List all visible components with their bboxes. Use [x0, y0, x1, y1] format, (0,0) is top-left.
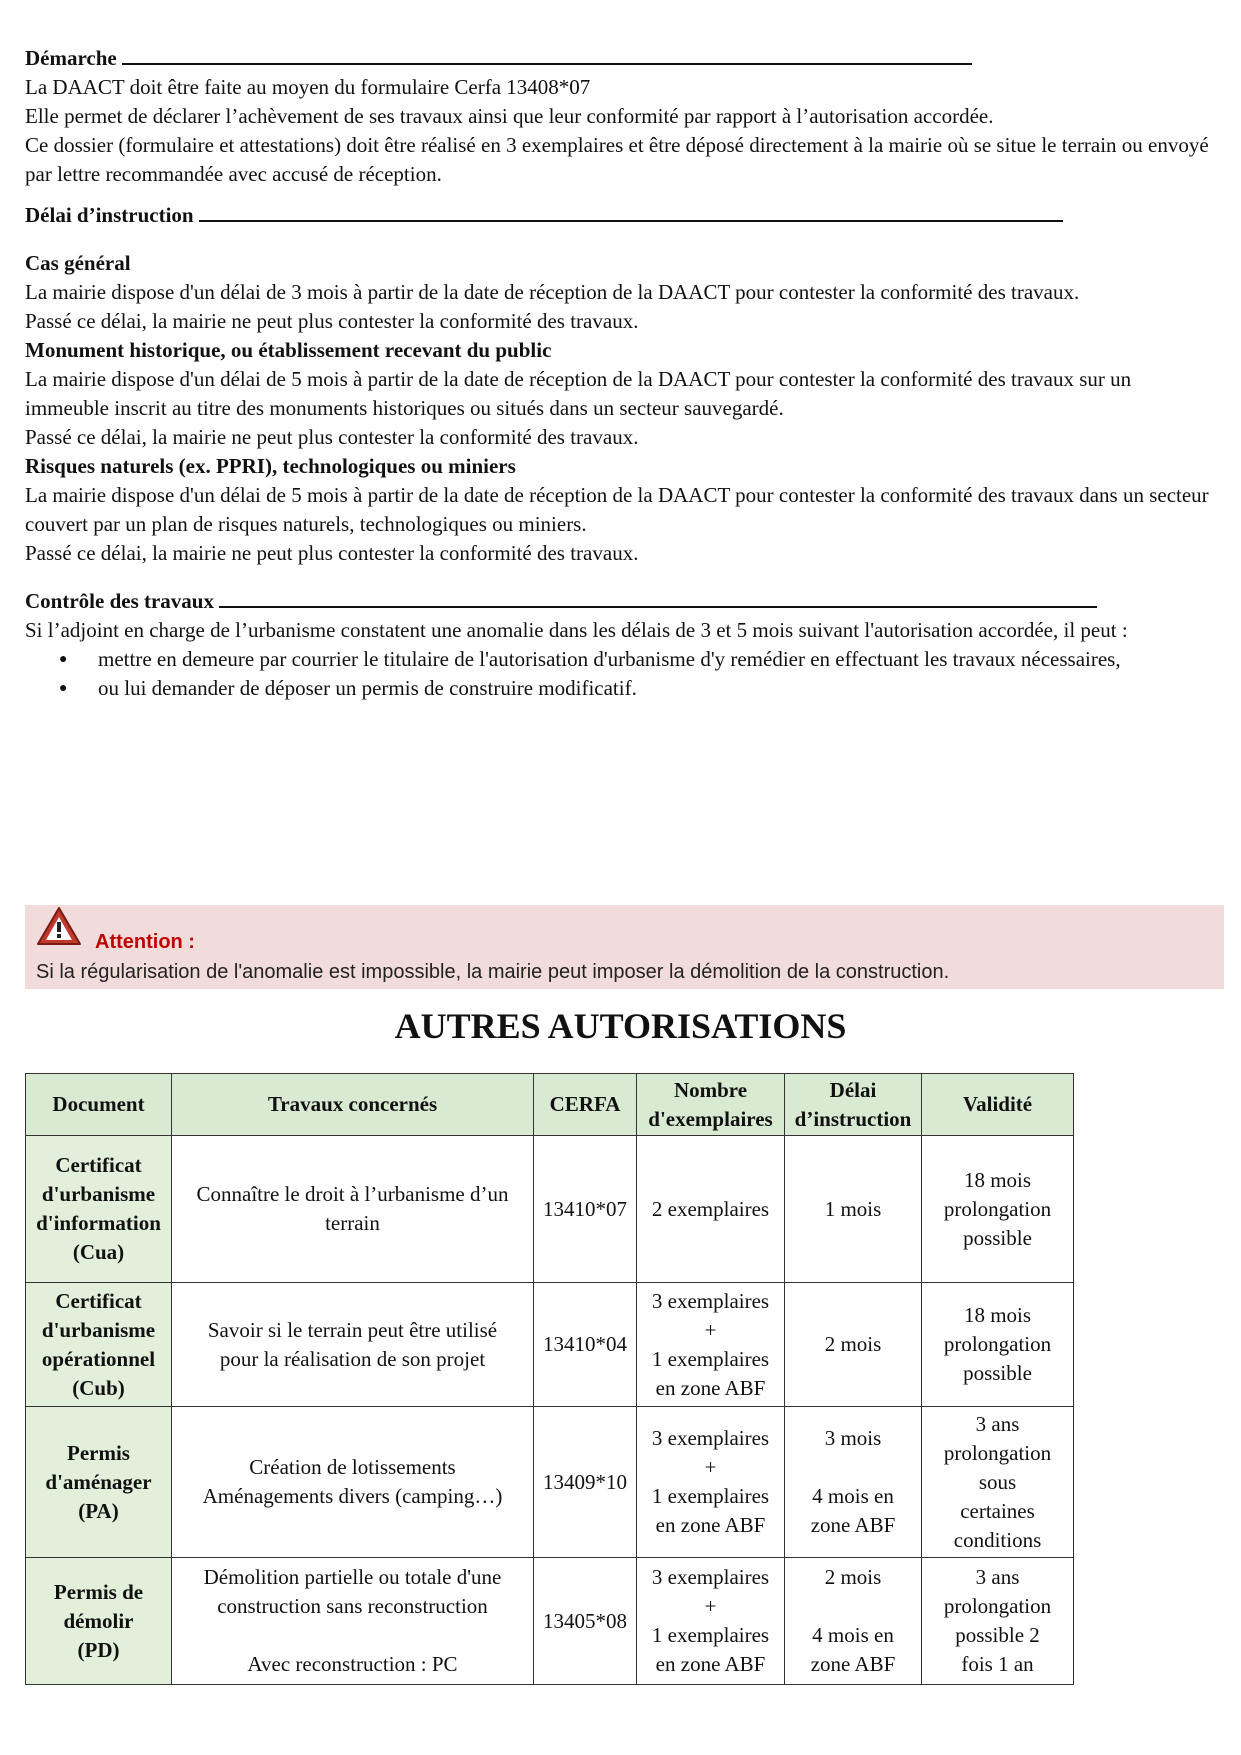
cell-line: Savoir si le terrain peut être utilisé — [207, 1317, 498, 1342]
cell-line: 18 mois — [963, 1303, 1032, 1327]
case-title: Risques naturels (ex. PPRI), technologiques ou miniers — [25, 454, 516, 478]
table-row — [26, 1558, 1074, 1685]
cell-travaux — [172, 1407, 534, 1558]
cell-travaux — [172, 1136, 534, 1283]
cell-line: en zone ABF — [655, 1375, 766, 1400]
header-document: Document — [26, 1074, 172, 1136]
cell-line: démolir — [63, 1608, 134, 1633]
cell-line — [789, 1592, 917, 1621]
cell-line: Avec reconstruction : PC — [247, 1652, 458, 1676]
cell-line: possible — [963, 1225, 1032, 1250]
cell-line: d'urbanisme — [41, 1317, 156, 1342]
table-row — [26, 1136, 1074, 1283]
cell-line — [789, 1453, 917, 1482]
cell-validite — [922, 1407, 1074, 1558]
cell-document — [26, 1558, 172, 1685]
cell-line: 2 mois — [824, 1565, 882, 1589]
case-after: Passé ce délai, la mairie ne peut plus contester la conformité des travaux. — [25, 309, 639, 333]
demarche-heading: Démarche — [25, 44, 1215, 73]
case-after: Passé ce délai, la mairie ne peut plus contester la conformité des travaux. — [25, 541, 639, 565]
cell-line: 4 mois en — [812, 1484, 894, 1508]
table-row — [26, 1407, 1074, 1558]
cell-line: 2 mois — [824, 1332, 882, 1356]
cell-line: Aménagements divers (camping…) — [202, 1484, 503, 1508]
cell-line — [176, 1621, 529, 1650]
cell-line: 1 mois — [824, 1196, 882, 1221]
cell-line: 3 exemplaires — [651, 1288, 770, 1313]
list-item: ● ou lui demander de déposer un permis de construire modificatif. — [98, 674, 1215, 703]
cell-line: possible 2 — [955, 1623, 1040, 1647]
cell-line: (PA) — [78, 1498, 119, 1523]
cell-delai — [785, 1283, 922, 1407]
cell-line: Permis de — [53, 1579, 144, 1604]
cell-line: en zone ABF — [655, 1513, 766, 1537]
attention-text: Si la régularisation de l'anomalie est impossible, la mairie peut imposer la démolition de la construction. — [36, 961, 950, 983]
cell-cerfa: 13409*10 — [534, 1407, 637, 1558]
warning-icon — [36, 905, 82, 947]
controle-intro: Si l’adjoint en charge de l’urbanisme constatent une anomalie dans les délais de 3 et 5 mois suivant l'autorisation accordée, il peut : — [25, 618, 1128, 642]
cell-line: 2 exemplaires — [651, 1196, 770, 1221]
cell-validite — [922, 1283, 1074, 1407]
cell-line: Certificat — [55, 1153, 142, 1177]
cell-line: Création de lotissements — [249, 1455, 456, 1479]
header-cerfa: CERFA — [534, 1074, 637, 1136]
cell-delai — [785, 1558, 922, 1685]
cell-line: d'aménager — [45, 1469, 152, 1494]
cell-line: prolongation — [943, 1332, 1052, 1356]
cell-line: certaines — [960, 1498, 1035, 1523]
case-title: Monument historique, ou établissement recevant du public — [25, 338, 552, 362]
cell-line: 1 exemplaires — [651, 1623, 770, 1647]
cell-line: prolongation — [943, 1594, 1052, 1618]
cell-cerfa: 13410*07 — [534, 1136, 637, 1283]
cell-line: Permis — [67, 1440, 130, 1465]
cell-line: possible — [963, 1361, 1032, 1385]
cell-line: conditions — [953, 1527, 1042, 1552]
cell-line: opérationnel — [41, 1346, 156, 1371]
cell-line: d'urbanisme — [41, 1182, 156, 1206]
cell-exemplaires — [637, 1283, 785, 1407]
header-exemplaires: Nombre d'exemplaires — [637, 1074, 785, 1136]
list-item: ● mettre en demeure par courrier le titulaire de l'autorisation d'urbanisme d'y remédier en effectuant les travaux nécessaires, — [98, 645, 1215, 674]
cell-document — [26, 1407, 172, 1558]
cell-line: 3 exemplaires — [651, 1565, 770, 1589]
header-travaux: Travaux concernés — [172, 1074, 534, 1136]
controle-heading: Contrôle des travaux — [25, 587, 1215, 616]
cell-exemplaires — [637, 1136, 785, 1283]
autres-title: AUTRES AUTORISATIONS — [394, 1006, 847, 1046]
cell-line: prolongation — [943, 1440, 1052, 1465]
case-text: La mairie dispose d'un délai de 5 mois à partir de la date de réception de la DAACT pour contester la conformité des travaux sur un immeuble inscrit au titre des monuments historiques ou situés dans un secteur sauvegardé. — [25, 367, 1132, 420]
autorisations-table — [25, 1073, 1074, 1685]
demarche-line-2: Elle permet de déclarer l’achèvement de ses travaux ainsi que leur conformité par rapport à l’autorisation accordée. — [25, 104, 994, 128]
case-text: La mairie dispose d'un délai de 5 mois à partir de la date de réception de la DAACT pour contester la conformité des travaux dans un secteur couvert par un plan de risques naturels, technologiques ou miniers. — [25, 483, 1209, 536]
delai-heading: Délai d’instruction — [25, 201, 1215, 230]
table-row — [26, 1283, 1074, 1407]
cell-line: 18 mois — [963, 1167, 1032, 1192]
controle-list — [25, 645, 1215, 703]
cell-travaux — [172, 1283, 534, 1407]
header-validite: Validité — [922, 1074, 1074, 1136]
table-body — [26, 1136, 1074, 1685]
cell-line: Certificat — [55, 1288, 142, 1313]
cell-line: Connaître le droit à l’urbanisme d’un — [196, 1182, 509, 1206]
cell-travaux — [172, 1558, 534, 1685]
header-delai: Délai d’instruction — [785, 1074, 922, 1136]
demarche-line-3: Ce dossier (formulaire et attestations) doit être réalisé en 3 exemplaires et être déposé directement à la mairie où se situe le terrain ou envoyé par lettre recommandée avec accusé de réception. — [25, 133, 1209, 186]
cell-line: + — [704, 1317, 717, 1342]
cell-delai — [785, 1407, 922, 1558]
cell-delai — [785, 1136, 922, 1283]
cell-document — [26, 1136, 172, 1283]
cell-line: 3 mois — [824, 1426, 882, 1450]
cell-line: 3 ans — [975, 1565, 1020, 1589]
cell-document — [26, 1283, 172, 1407]
cell-line: 3 exemplaires — [651, 1426, 770, 1450]
cell-cerfa: 13405*08 — [534, 1558, 637, 1685]
case-title: Cas général — [25, 251, 131, 275]
cell-line: 4 mois en — [812, 1623, 894, 1647]
cell-line: fois 1 an — [961, 1652, 1034, 1676]
cell-line: + — [704, 1455, 717, 1479]
case-after: Passé ce délai, la mairie ne peut plus contester la conformité des travaux. — [25, 425, 639, 449]
cell-exemplaires — [637, 1407, 785, 1558]
demarche-line-1: La DAACT doit être faite au moyen du formulaire Cerfa 13408*07 — [25, 75, 591, 99]
cell-line: (Cua) — [72, 1240, 125, 1264]
cell-line: 1 exemplaires — [651, 1346, 770, 1371]
cell-line: Démolition partielle ou totale d'une — [203, 1565, 502, 1589]
cell-line: construction sans reconstruction — [217, 1594, 488, 1618]
cell-line: (Cub) — [72, 1375, 125, 1400]
cell-line: zone ABF — [810, 1652, 896, 1676]
cell-validite — [922, 1136, 1074, 1283]
cell-line: 3 ans — [975, 1411, 1020, 1436]
cell-line: sous — [978, 1469, 1017, 1494]
cell-line: 1 exemplaires — [651, 1484, 770, 1508]
table-header-row — [26, 1074, 1074, 1136]
cell-line: zone ABF — [810, 1513, 896, 1537]
cell-line: + — [704, 1594, 717, 1618]
cell-line: prolongation — [943, 1196, 1052, 1221]
cell-exemplaires — [637, 1558, 785, 1685]
cell-line: en zone ABF — [655, 1652, 766, 1676]
attention-title: Attention : — [95, 931, 195, 953]
document-body — [25, 44, 1215, 703]
cell-cerfa: 13410*04 — [534, 1283, 637, 1407]
cell-line: d'information — [36, 1211, 161, 1235]
attention-box — [25, 905, 1224, 989]
cell-validite — [922, 1558, 1074, 1685]
cell-line: (PD) — [77, 1637, 120, 1662]
cell-line: pour la réalisation de son projet — [219, 1346, 486, 1371]
case-text: La mairie dispose d'un délai de 3 mois à partir de la date de réception de la DAACT pour contester la conformité des travaux. — [25, 280, 1080, 304]
cell-line: terrain — [325, 1211, 380, 1235]
